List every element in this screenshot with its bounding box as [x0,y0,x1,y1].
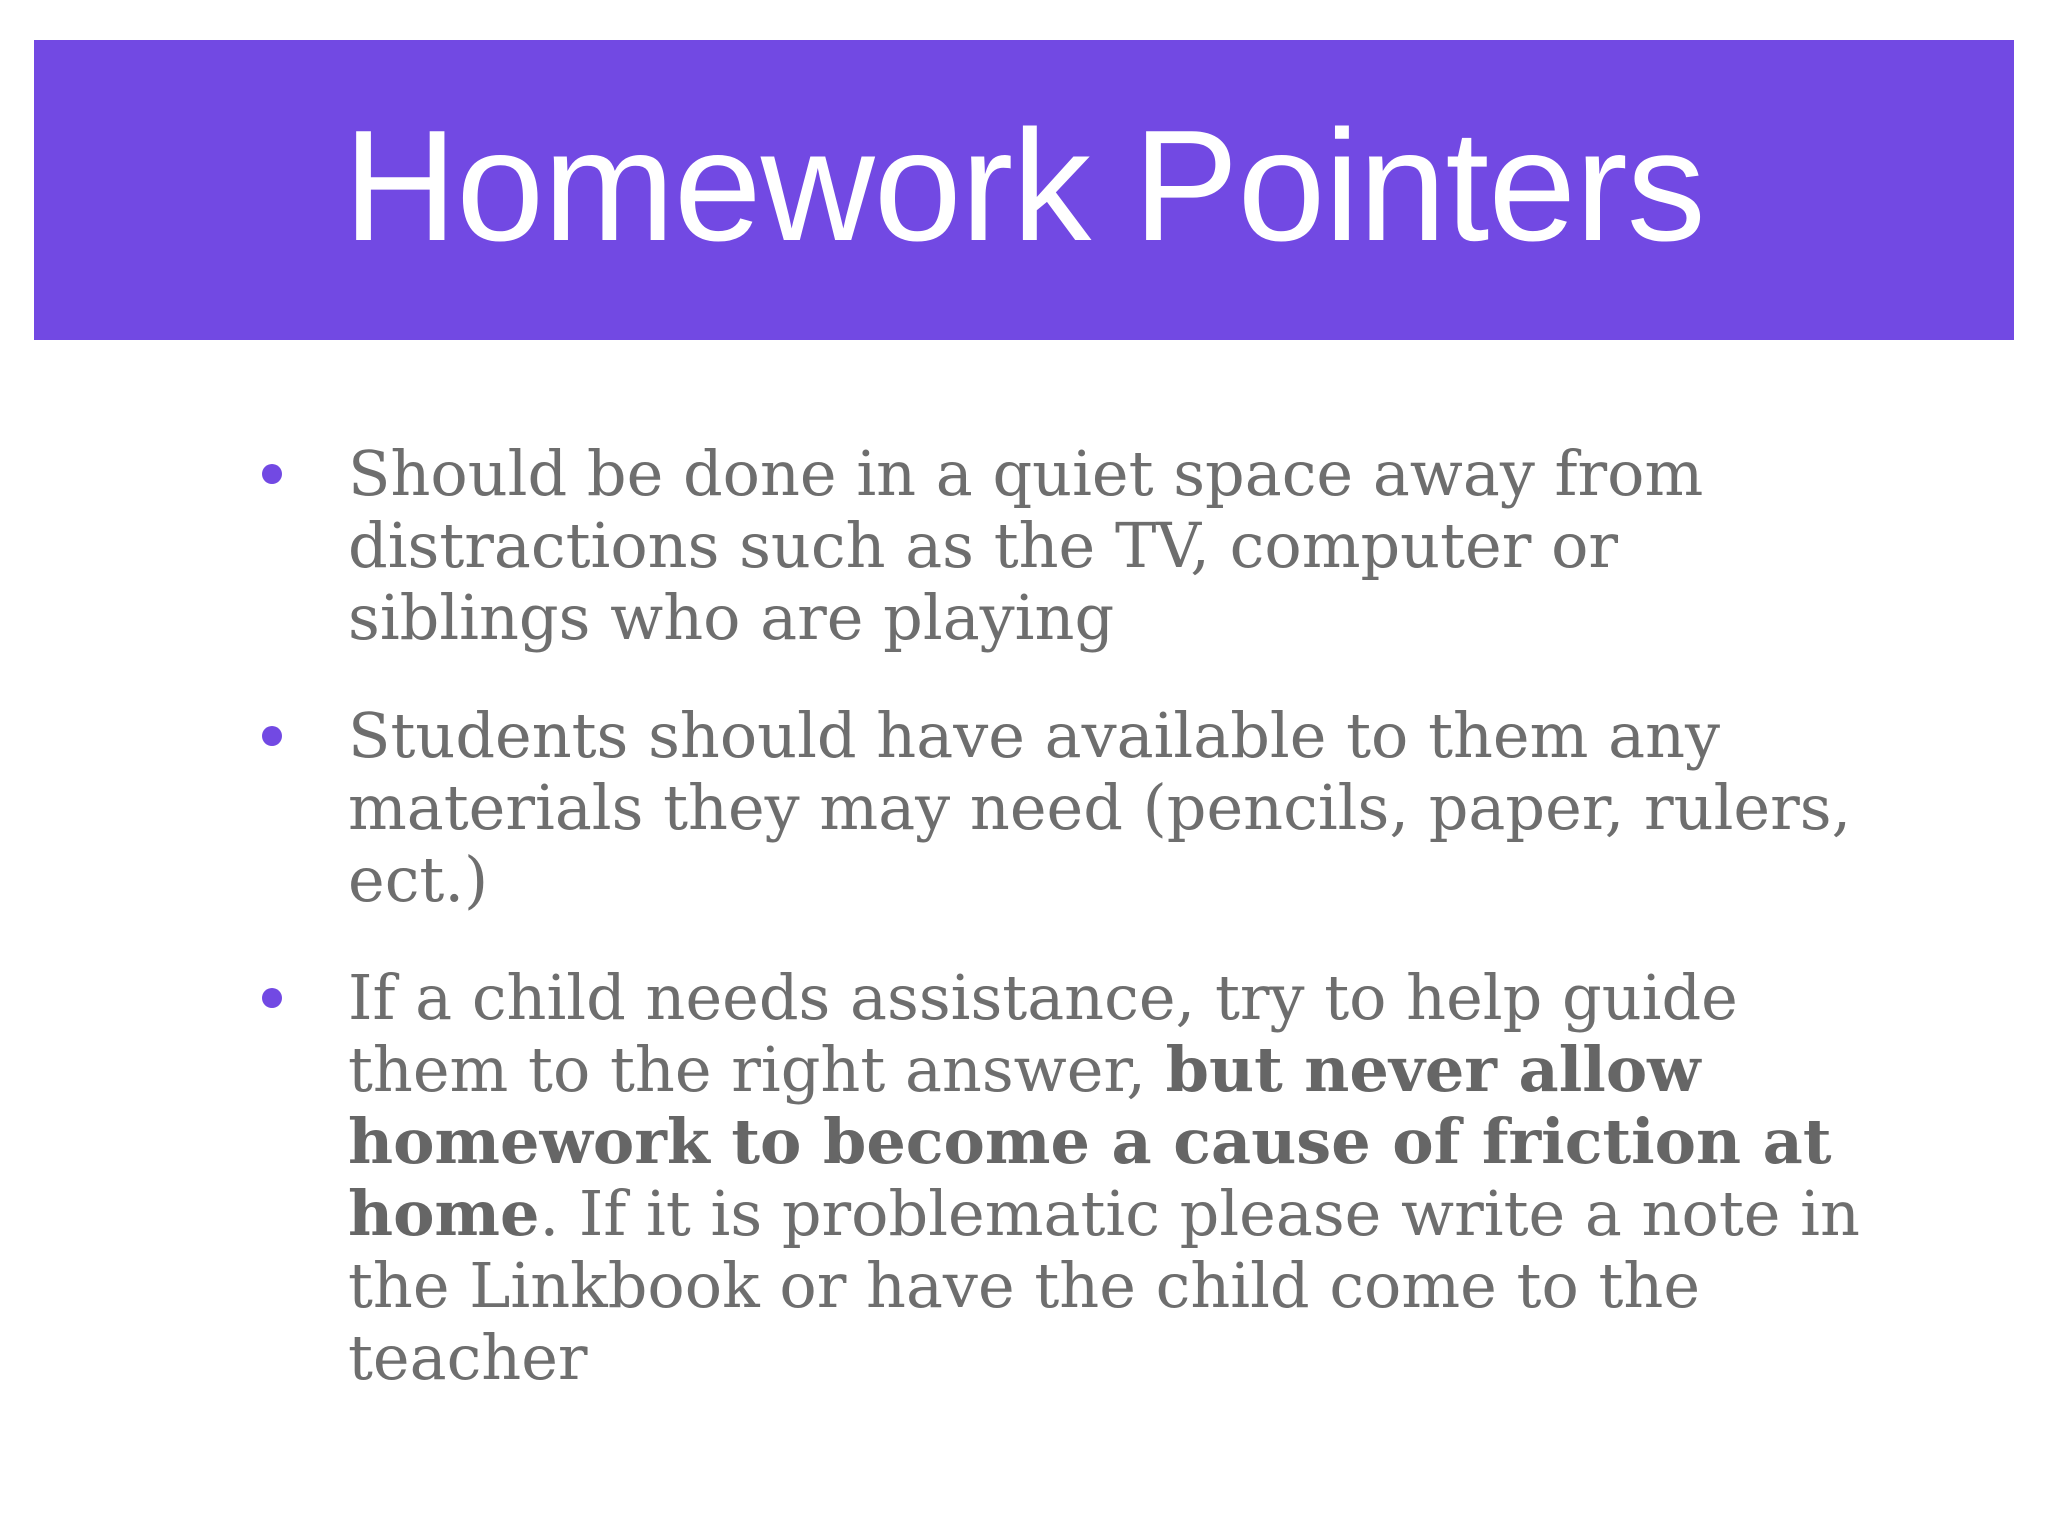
bullet-dot-icon [262,988,282,1008]
bullet-text-before: If a child needs assistance, try to help guide them to the right answer, [348,961,1738,1106]
bullet-dot-icon [262,464,282,484]
bullet-list [262,438,1862,1440]
bullet-dot-icon [262,726,282,746]
bullet-item-materials [262,700,1862,916]
bullet-text-group [348,962,1862,1394]
bullet-text: Should be done in a quiet space away from distractions such as the TV, computer or siblings who are playing [348,437,1704,654]
bullet-item-quiet-space [262,438,1862,654]
title-banner [34,40,2014,340]
slide-title: Homework Pointers [343,98,1705,274]
bullet-text-emphasis: but never allow homework to become a cause of friction at home [348,1033,1832,1250]
bullet-item-assistance [262,962,1862,1394]
bullet-text-after: . If it is problematic please write a note in the Linkbook or have the child come to the teacher [348,1177,1860,1394]
bullet-text: Students should have available to them any materials they may need (pencils, paper, rulers, ect.) [348,699,1852,916]
